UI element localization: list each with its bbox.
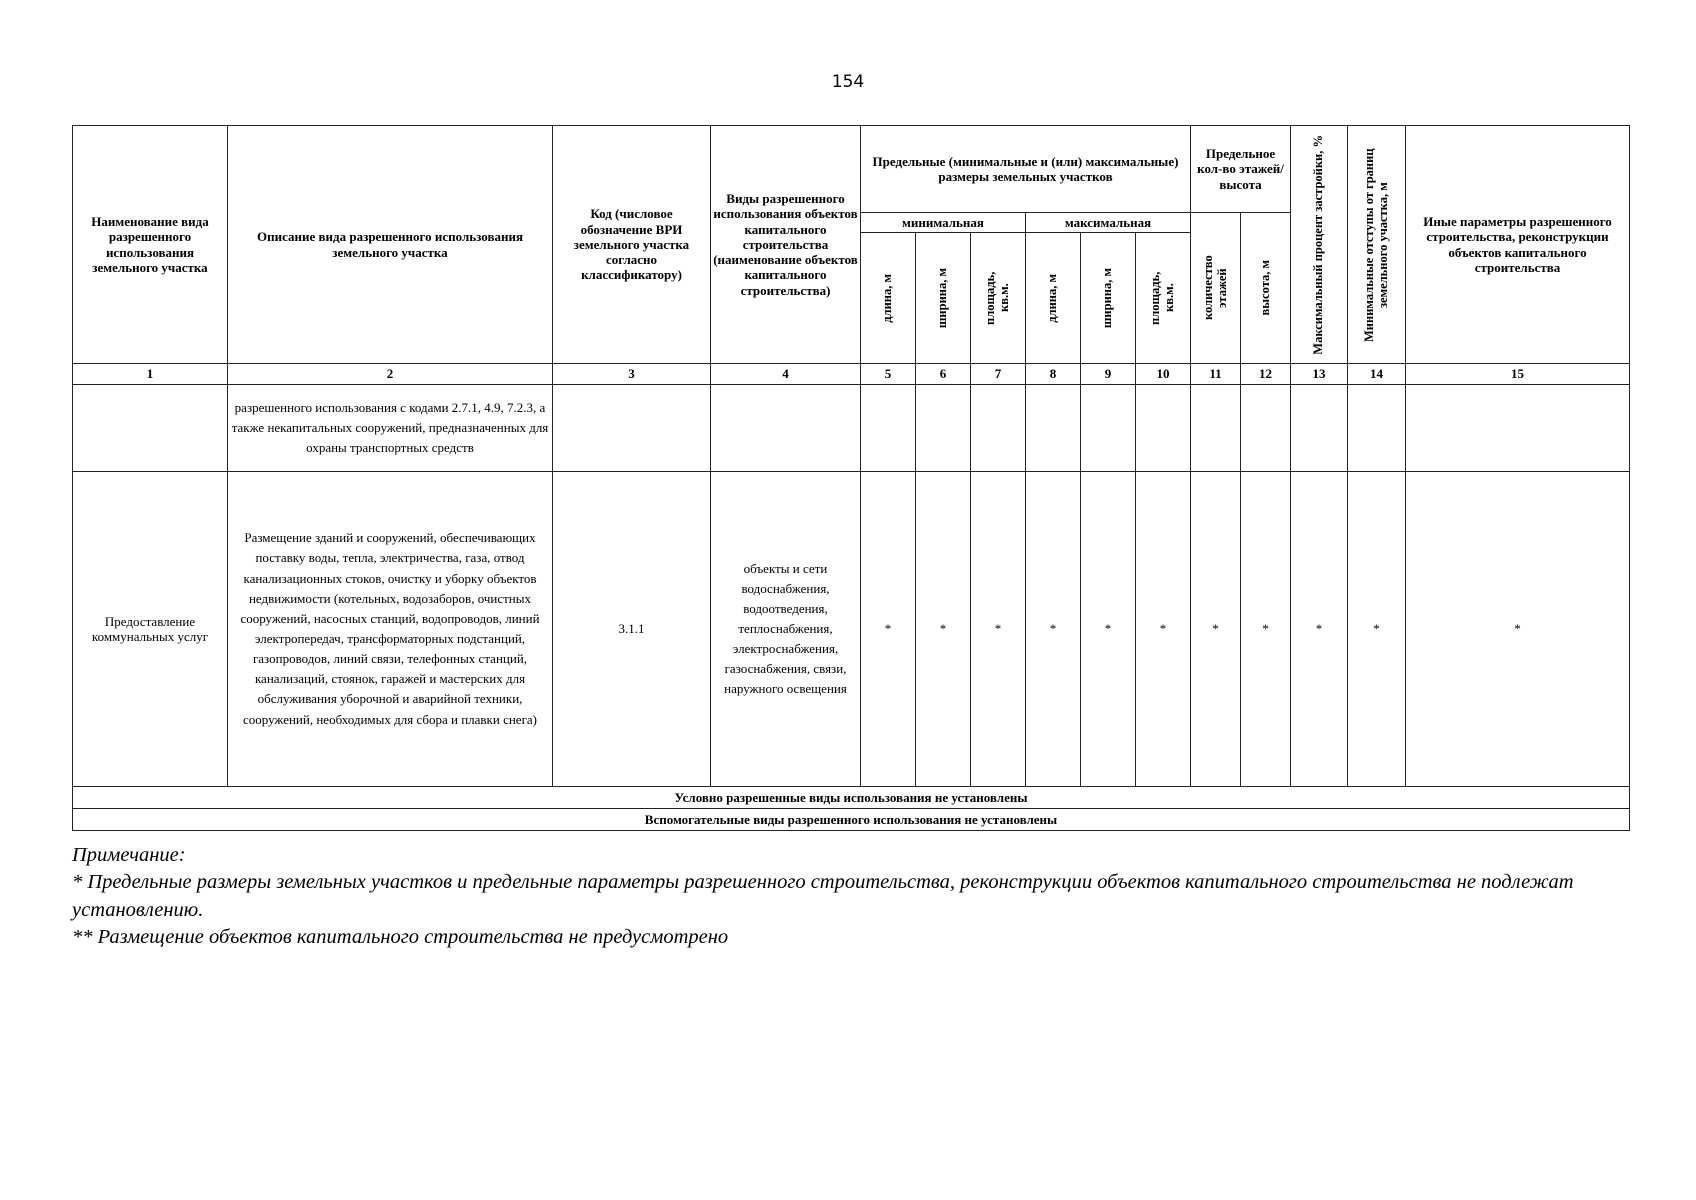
auxiliary-note: Вспомогательные виды разрешенного использования не установлены — [73, 809, 1630, 831]
header-code: Код (числовое обозначение ВРИ земельного участка согласно классификатору) — [553, 126, 711, 364]
cell-empty — [1406, 385, 1630, 472]
cell-empty — [971, 385, 1026, 472]
header-min-setback-text: Минимальные отступы от границ земельного участка, м — [1361, 147, 1390, 342]
header-height — [1241, 213, 1291, 364]
cell-empty — [916, 385, 971, 472]
column-number-row — [73, 364, 1630, 385]
column-number: 9 — [1081, 364, 1136, 385]
asterisk-mark: * — [1081, 472, 1136, 787]
header-max-percent — [1291, 126, 1348, 364]
utilities-name: Предоставление коммунальных услуг — [73, 472, 228, 787]
column-number: 7 — [971, 364, 1026, 385]
page-number: 154 — [831, 72, 865, 92]
asterisk-mark: * — [861, 472, 916, 787]
asterisk-mark: * — [916, 472, 971, 787]
continuation-description: разрешенного использования с кодами 2.7.1, 4.9, 7.2.3, а также некапитальных сооружений, предназначенных для охраны транспортных средств — [228, 385, 553, 472]
column-number: 15 — [1406, 364, 1630, 385]
header-description: Описание вида разрешенного использования земельного участка — [228, 126, 553, 364]
header-max-group: максимальная — [1026, 213, 1191, 233]
conditional-note: Условно разрешенные виды использования не установлены — [73, 787, 1630, 809]
column-number: 5 — [861, 364, 916, 385]
cell-empty — [1191, 385, 1241, 472]
utilities-description: Размещение зданий и сооружений, обеспечивающих поставку воды, тепла, электричества, газа, отвод канализационных стоков, очистку и уборку объектов недвижимости (котельных, водозаборов, очистных сооружений, насосных станций, водопроводов, линий электропередач, трансформаторных подстанций, газопроводов, линий связи, телефонных станций, канализаций, стоянок, гаражей и мастерских для обслуживания уборочной и аварийной техники, сооружений, необходимых для сбора и плавки снега) — [228, 472, 553, 787]
column-number: 1 — [73, 364, 228, 385]
asterisk-mark: * — [1291, 472, 1348, 787]
notes-title: Примечание: — [72, 844, 186, 866]
cell-empty — [1348, 385, 1406, 472]
column-number: 11 — [1191, 364, 1241, 385]
header-name: Наименование вида разрешенного использования земельного участка — [73, 126, 228, 364]
cell-empty — [861, 385, 916, 472]
cell-empty — [1291, 385, 1348, 472]
header-floors-group: Предельное кол-во этажей/ высота — [1191, 126, 1291, 213]
header-max-length-text: длина, м — [1045, 273, 1060, 323]
auxiliary-row — [73, 809, 1630, 831]
header-other-params: Иные параметры разрешенного строительства, реконструкции объектов капитального строительства — [1406, 126, 1630, 364]
header-min-area-text: площадь, кв.м. — [983, 271, 1011, 325]
header-max-area-text: площадь, кв.м. — [1148, 271, 1176, 325]
header-max-percent-text: Максимальный процент застройки, % — [1311, 134, 1326, 355]
column-number: 6 — [916, 364, 971, 385]
utilities-objects: объекты и сети водоснабжения, водоотведения, теплоснабжения, электроснабжения, газоснабжения, связи, наружного освещения — [711, 472, 861, 787]
header-objects: Виды разрешенного использования объектов капитального строительства (наименование объектов капитального строительства) — [711, 126, 861, 364]
zoning-table — [72, 125, 1630, 831]
column-number: 2 — [228, 364, 553, 385]
cell-empty — [1026, 385, 1081, 472]
conditional-row — [73, 787, 1630, 809]
header-min-length — [861, 233, 916, 364]
note-2: ** Размещение объектов капитального строительства не предусмотрено — [72, 925, 729, 948]
asterisk-mark: * — [1136, 472, 1191, 787]
cell-empty — [553, 385, 711, 472]
asterisk-mark: * — [971, 472, 1026, 787]
asterisk-mark: * — [1026, 472, 1081, 787]
asterisk-mark: * — [1191, 472, 1241, 787]
utilities-code: 3.1.1 — [553, 472, 711, 787]
note-1: * Предельные размеры земельных участков и предельные параметры разрешенного строительства, реконструкции объектов капитального строительства не подлежат установлению. — [72, 871, 1574, 921]
header-min-area — [971, 233, 1026, 364]
header-floors-count-text: количество этажей — [1200, 255, 1229, 321]
cell-empty — [1241, 385, 1291, 472]
header-min-group: минимальная — [861, 213, 1026, 233]
header-height-text: высота, м — [1257, 260, 1272, 316]
cell-empty — [1136, 385, 1191, 472]
notes-block — [72, 842, 1632, 951]
column-number: 8 — [1026, 364, 1081, 385]
cell-empty — [73, 385, 228, 472]
column-number: 13 — [1291, 364, 1348, 385]
header-limits-group: Предельные (минимальные и (или) максимальные) размеры земельных участков — [861, 126, 1191, 213]
header-min-width-text: ширина, м — [935, 267, 950, 329]
column-number: 4 — [711, 364, 861, 385]
header-min-width — [916, 233, 971, 364]
header-max-area — [1136, 233, 1191, 364]
column-number: 3 — [553, 364, 711, 385]
asterisk-mark: * — [1348, 472, 1406, 787]
header-max-length — [1026, 233, 1081, 364]
cell-empty — [1081, 385, 1136, 472]
asterisk-mark: * — [1241, 472, 1291, 787]
column-number: 12 — [1241, 364, 1291, 385]
asterisk-mark: * — [1406, 472, 1630, 787]
header-min-setback — [1348, 126, 1406, 364]
column-number: 10 — [1136, 364, 1191, 385]
header-floors-count — [1191, 213, 1241, 364]
header-max-width — [1081, 233, 1136, 364]
column-number: 14 — [1348, 364, 1406, 385]
continuation-row — [73, 385, 1630, 472]
header-max-width-text: ширина, м — [1100, 267, 1115, 329]
utilities-row — [73, 472, 1630, 787]
cell-empty — [711, 385, 861, 472]
header-min-length-text: длина, м — [880, 273, 895, 323]
